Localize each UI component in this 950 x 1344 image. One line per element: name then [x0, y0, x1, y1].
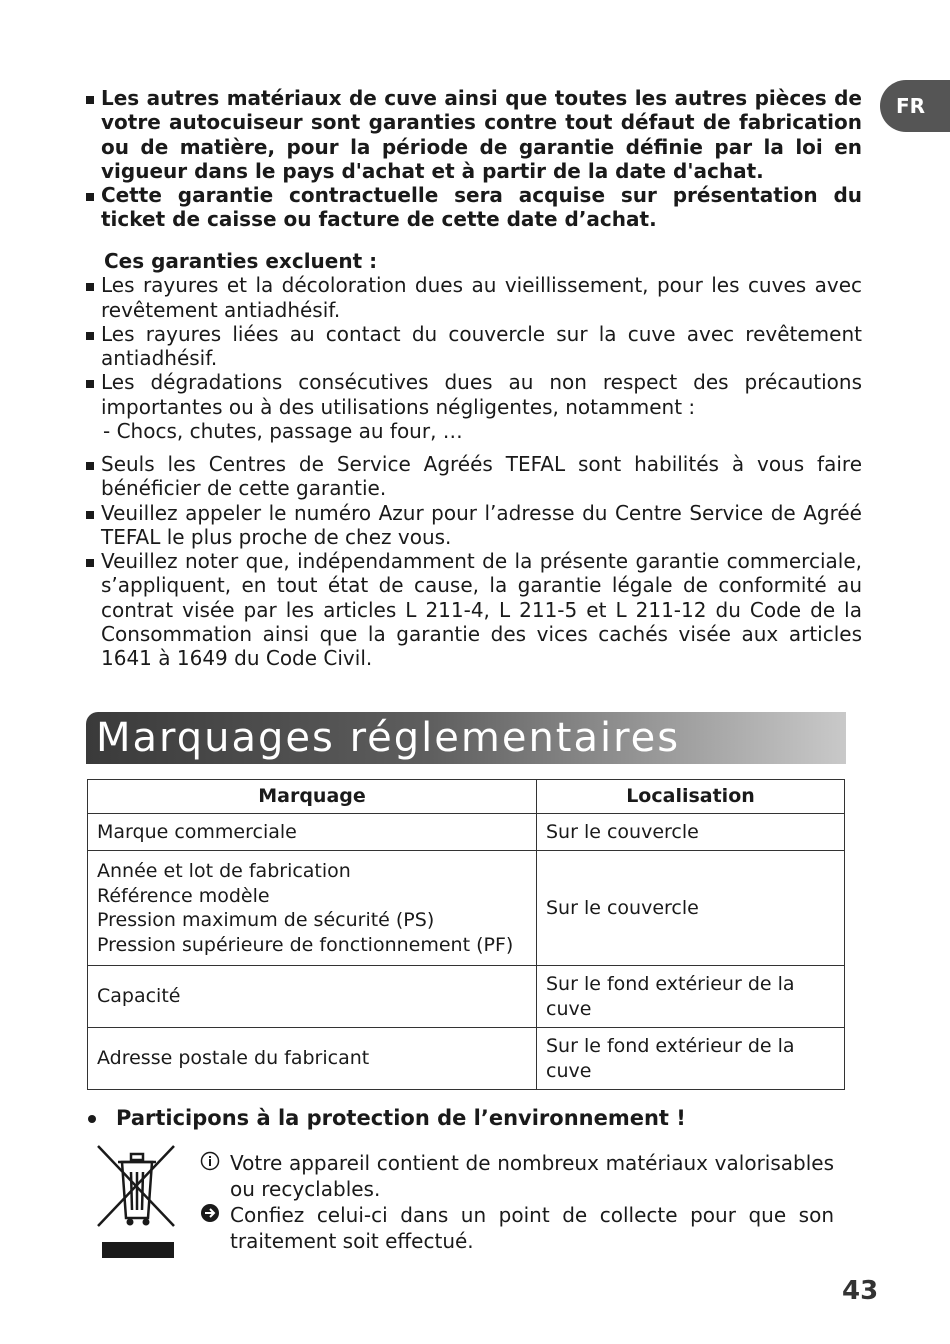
- list-item: [86, 501, 862, 550]
- notes-section: [86, 452, 862, 671]
- language-tab: FR: [880, 80, 950, 132]
- cell-line: Marque commerciale: [97, 820, 297, 843]
- exclusion-text: Les dégradations consécutives dues au non respect des précautions importantes ou à des utilisations négligentes, notamment :: [101, 370, 862, 419]
- note-text: Veuillez appeler le numéro Azur pour l’adresse du Centre Service de Agréé TEFAL le plus proche de chez vous.: [101, 500, 862, 549]
- exclusion-detail: - Chocs, chutes, passage au four, …: [103, 419, 463, 444]
- table-header-row: [88, 780, 845, 814]
- exclusions-section: [86, 249, 862, 443]
- environment-heading: [88, 1106, 686, 1130]
- note-text: Veuillez noter que, indépendamment de la présente garantie commerciale, s’appliquent, en tout état de cause, la garantie légale de conformité au contrat visée par les articles L 211-4, L 211-5 et L 211-12 du Code de la Consommation ainsi que la garantie des vices cachés visée aux articles 1641 à 1649 du Code Civil.: [101, 549, 862, 671]
- list-item: [86, 86, 862, 183]
- list-item: [86, 370, 862, 419]
- bullet-square-icon: [86, 380, 94, 388]
- section-title: Marquages réglementaires: [96, 715, 681, 761]
- page-number: 43: [842, 1276, 879, 1306]
- cell-marquage: [88, 966, 537, 1028]
- list-item: [86, 183, 862, 232]
- cell-line: Pression maximum de sécurité (PS): [97, 909, 435, 931]
- list-item: [86, 549, 862, 670]
- info-line: [200, 1150, 834, 1202]
- list-item: [86, 452, 862, 501]
- note-text: Seuls les Centres de Service Agréés TEFAL sont habilités à vous faire bénéficier de cette garantie.: [101, 452, 862, 501]
- cell-marquage: [88, 813, 537, 851]
- bullet-square-icon: [86, 193, 94, 201]
- bullet-square-icon: [86, 462, 94, 470]
- exclusion-text: Les rayures et la décoloration dues au vieillissement, pour les cuves avec revêtement antiadhésif.: [101, 273, 862, 322]
- action-text: Confiez celui-ci dans un point de collecte pour que son traitement soit effectué.: [230, 1203, 834, 1253]
- cell-line: Référence modèle: [97, 884, 270, 907]
- bullet-square-icon: [86, 96, 94, 104]
- crossed-out-bin-icon: [96, 1140, 178, 1260]
- info-text: Votre appareil contient de nombreux matériaux valorisables ou recyclables.: [230, 1151, 834, 1201]
- cell-marquage: [88, 851, 537, 966]
- action-line: [200, 1202, 834, 1254]
- warranty-bold-section: [86, 86, 862, 232]
- cell-localisation: Sur le couvercle: [537, 813, 845, 851]
- environment-title: Participons à la protection de l’environnement !: [116, 1106, 686, 1130]
- info-icon: [200, 1151, 220, 1177]
- column-header-localisation: Localisation: [537, 780, 845, 814]
- cell-line: Pression supérieure de fonctionnement (PF): [97, 933, 514, 956]
- bullet-square-icon: [86, 332, 94, 340]
- warranty-text: Les autres matériaux de cuve ainsi que toutes les autres pièces de votre autocuiseur sont garanties contre tout défaut de fabrication ou de matière, pour la période de garantie définie par la loi en vigueur dans le pays d'achat et à partir de la date d'achat.: [101, 86, 862, 183]
- cell-localisation: Sur le couvercle: [537, 851, 845, 966]
- environment-text: [200, 1150, 834, 1254]
- bullet-square-icon: [86, 511, 94, 519]
- table-row: [88, 813, 845, 851]
- table-row: [88, 1028, 845, 1090]
- cell-line: Année et lot de fabrication: [97, 860, 351, 882]
- exclusions-heading: Ces garanties excluent :: [104, 249, 378, 273]
- bullet-square-icon: [86, 559, 94, 567]
- exclusion-text: Les rayures liées au contact du couvercle sur la cuve avec revêtement antiadhésif.: [101, 321, 862, 371]
- table-row: [88, 966, 845, 1028]
- column-header-marquage: Marquage: [88, 780, 537, 814]
- arrow-right-icon: [200, 1203, 220, 1229]
- table-row: [88, 851, 845, 966]
- cell-localisation: Sur le fond extérieur de la cuve: [537, 1028, 845, 1090]
- cell-line: Capacité: [97, 985, 181, 1008]
- section-banner: [86, 712, 846, 764]
- list-item: [86, 322, 862, 371]
- list-item: [86, 273, 862, 322]
- cell-line: Adresse postale du fabricant: [97, 1047, 370, 1070]
- markings-table: [87, 779, 845, 1090]
- cell-marquage: [88, 1028, 537, 1090]
- bullet-dot-icon: [88, 1115, 96, 1123]
- cell-localisation: Sur le fond extérieur de la cuve: [537, 966, 845, 1028]
- warranty-text: Cette garantie contractuelle sera acquise sur présentation du ticket de caisse ou facture de cette date d’achat.: [101, 183, 862, 232]
- bullet-square-icon: [86, 283, 94, 291]
